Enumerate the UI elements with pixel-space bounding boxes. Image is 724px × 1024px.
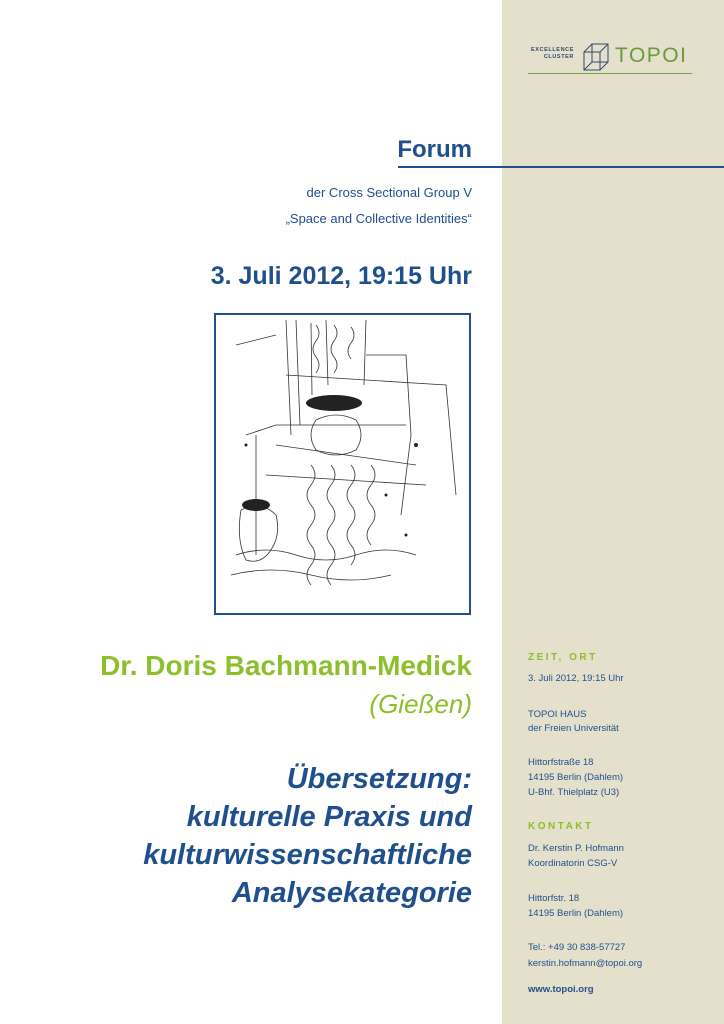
zeit-ort-heading: ZEIT, ORT [528, 652, 598, 663]
topoi-logo [528, 40, 696, 80]
talk-title [143, 760, 472, 912]
contact-role: Koordinatorin CSG-V [528, 858, 618, 869]
cube-logo-icon [582, 42, 610, 72]
title-line: Übersetzung: [286, 763, 472, 795]
logo-underline [528, 73, 692, 74]
title-line: kulturelle Praxis und [186, 801, 472, 833]
contact-phone: Tel.: +49 30 838-57727 [528, 942, 626, 953]
contact-name: Dr. Kerstin P. Hofmann [528, 843, 624, 854]
forum-rule [398, 166, 724, 168]
venue-line2: der Freien Universität [528, 723, 619, 734]
subtitle-line1: der Cross Sectional Group V [306, 185, 472, 200]
sidebar-date: 3. Juli 2012, 19:15 Uhr [528, 673, 624, 684]
event-date: 3. Juli 2012, 19:15 Uhr [210, 262, 472, 290]
contact-address2: 14195 Berlin (Dahlem) [528, 908, 624, 919]
forum-heading: Forum [397, 136, 472, 163]
subtitle-line2: „Space and Collective Identities“ [285, 211, 472, 226]
venue-line1: TOPOI HAUS [528, 709, 587, 720]
title-line: Analysekategorie [231, 877, 472, 909]
logo-name: TOPOI [615, 44, 688, 67]
contact-email[interactable]: kerstin.hofmann@topoi.org [528, 958, 643, 969]
title-line: kulturwissenschaftliche [143, 839, 472, 871]
speaker-name: Dr. Doris Bachmann-Medick [100, 650, 472, 681]
contact-address1: Hittorfstr. 18 [528, 893, 580, 904]
address-line1: Hittorfstraße 18 [528, 757, 594, 768]
artwork-frame [214, 313, 471, 615]
line-drawing-artwork [216, 315, 469, 613]
website-link[interactable]: www.topoi.org [528, 984, 594, 995]
kontakt-heading: KONTAKT [528, 821, 594, 832]
logo-excellence-cluster: EXCELLENCE CLUSTER [531, 47, 574, 60]
address-line3: U-Bhf. Thielplatz (U3) [528, 787, 620, 798]
speaker-location: (Gießen) [369, 689, 472, 719]
address-line2: 14195 Berlin (Dahlem) [528, 772, 624, 783]
